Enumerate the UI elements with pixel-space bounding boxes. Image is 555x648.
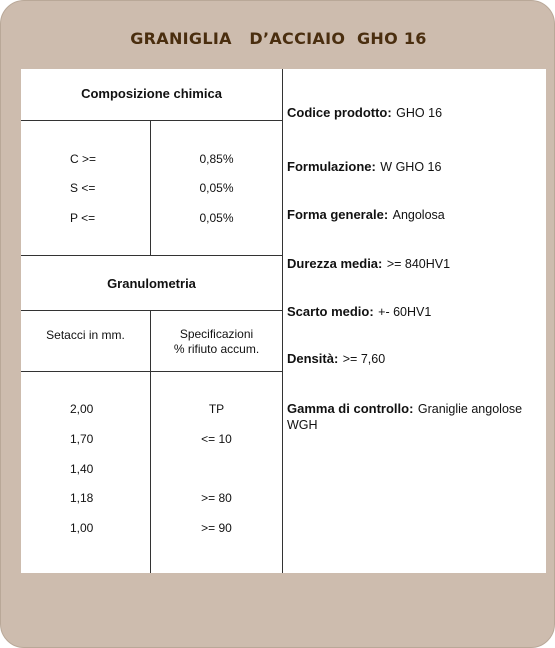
spec-column-header-line1: Specificazioni [179,327,254,341]
property-product-code [287,105,545,121]
property-label: Formulazione: [287,159,376,174]
spec-sheet [21,69,546,573]
property-average-hardness [287,256,545,272]
property-label: Durezza media: [287,256,383,271]
divider-h2 [21,255,283,256]
property-formulation [287,159,545,175]
divider-h1 [21,120,283,121]
property-label: Scarto medio: [287,304,374,319]
property-control-range [287,401,545,433]
sieve-value: 1,40 [70,462,94,476]
property-value: W GHO 16 [380,160,442,174]
spec-value: >= 80 [201,491,232,505]
property-label: Densità: [287,351,339,366]
composition-value: 0,85% [199,152,234,166]
composition-heading: Composizione chimica [81,86,222,101]
composition-element: C >= [70,152,97,166]
sieve-value: 1,00 [70,521,94,535]
spec-column-header-line2: % rifiuto accum. [173,342,260,356]
property-average-deviation [287,304,545,320]
property-general-shape [287,207,545,223]
granulometry-heading: Granulometria [107,276,196,291]
spec-value: TP [208,402,225,416]
property-value: >= 7,60 [342,352,386,366]
property-value: GHO 16 [396,106,443,120]
page-title: GRANIGLIA D’ACCIAIO GHO 16 [130,29,427,48]
property-label: Gamma di controllo: [287,401,414,416]
spec-value: <= 10 [201,432,232,446]
property-label: Forma generale: [287,207,389,222]
divider-center [282,69,283,573]
sieve-column-header: Setacci in mm. [46,328,125,342]
sieve-value: 1,18 [70,491,94,505]
property-density [287,351,545,367]
composition-value: 0,05% [199,211,234,225]
property-value: +- 60HV1 [378,305,432,319]
composition-element: S <= [70,181,96,195]
property-label: Codice prodotto: [287,105,392,120]
divider-h3 [21,310,283,311]
property-value: Angolosa [392,208,445,222]
composition-element: P <= [70,211,96,225]
sieve-value: 1,70 [70,432,94,446]
property-value: Graniglie angolose WGH [287,402,523,432]
property-value: >= 840HV1 [386,257,451,271]
spec-value: >= 90 [201,521,232,535]
sieve-value: 2,00 [70,402,94,416]
divider-h4 [21,371,283,372]
composition-value: 0,05% [199,181,234,195]
